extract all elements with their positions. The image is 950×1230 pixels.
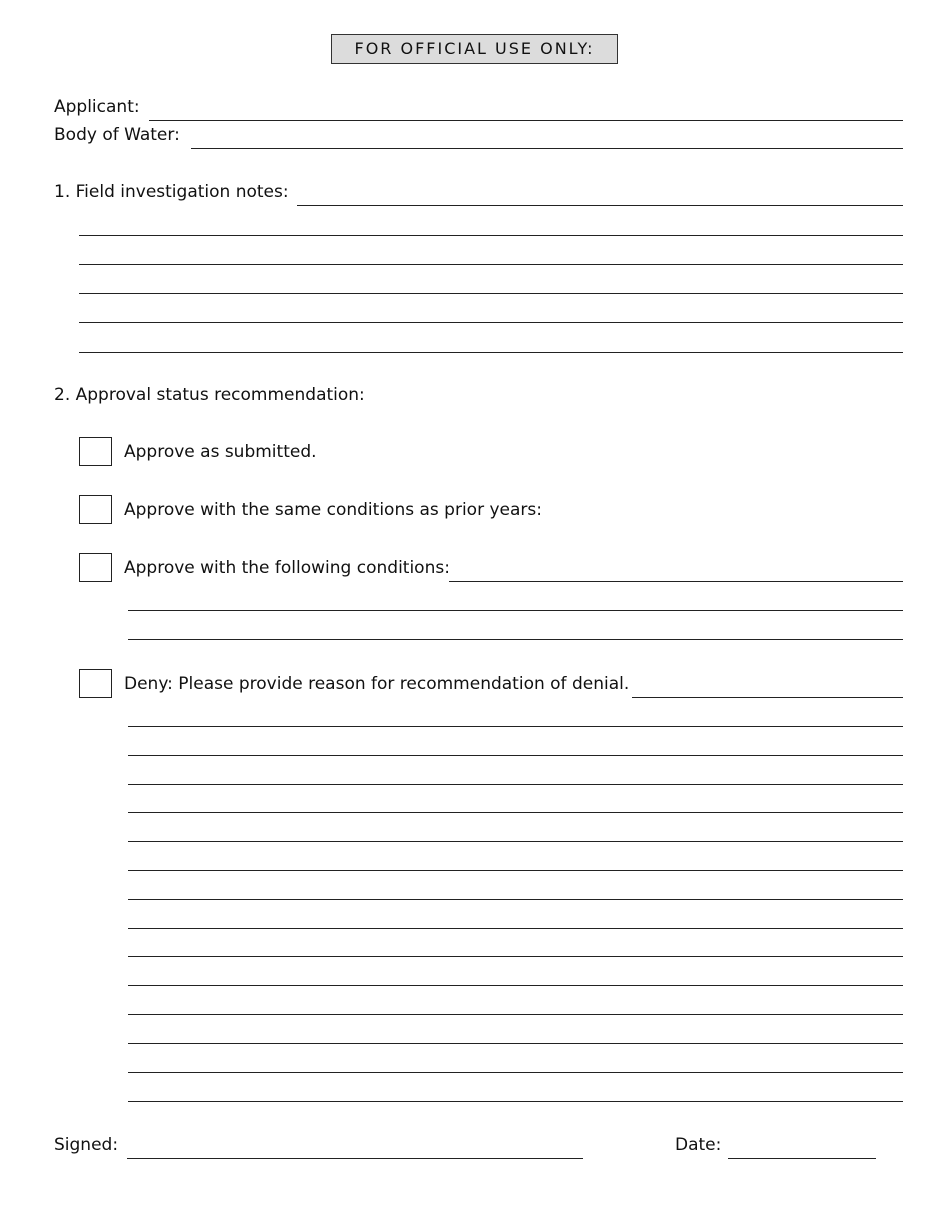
denial-reason-line[interactable] (128, 899, 903, 900)
conditions-line[interactable] (128, 610, 903, 611)
deny-checkbox[interactable] (79, 669, 112, 698)
approve-as-submitted-label: Approve as submitted. (124, 442, 317, 462)
approve-same-conditions-label: Approve with the same conditions as prior years: (124, 500, 542, 520)
denial-reason-line[interactable] (128, 928, 903, 929)
applicant-label: Applicant: (54, 97, 140, 117)
denial-reason-line[interactable] (128, 985, 903, 986)
field-notes-line[interactable] (79, 293, 903, 294)
denial-reason-line[interactable] (128, 1101, 903, 1102)
field-investigation-label: 1. Field investigation notes: (54, 182, 289, 202)
approve-following-conditions-checkbox[interactable] (79, 553, 112, 582)
denial-reason-line[interactable] (632, 697, 903, 698)
date-field[interactable] (728, 1158, 876, 1159)
denial-reason-line[interactable] (128, 755, 903, 756)
denial-reason-line[interactable] (128, 870, 903, 871)
denial-reason-line[interactable] (128, 841, 903, 842)
signed-label: Signed: (54, 1135, 119, 1155)
body-of-water-label: Body of Water: (54, 125, 180, 145)
signature-field[interactable] (127, 1158, 583, 1159)
denial-reason-line[interactable] (128, 812, 903, 813)
deny-label: Deny: Please provide reason for recommendation of denial. (124, 674, 630, 694)
approve-following-conditions-label: Approve with the following conditions: (124, 558, 450, 578)
conditions-line[interactable] (128, 639, 903, 640)
field-notes-line[interactable] (79, 352, 903, 353)
denial-reason-line[interactable] (128, 1043, 903, 1044)
denial-reason-line[interactable] (128, 784, 903, 785)
denial-reason-line[interactable] (128, 956, 903, 957)
denial-reason-line[interactable] (128, 1014, 903, 1015)
approval-status-label: 2. Approval status recommendation: (54, 385, 365, 405)
denial-reason-line[interactable] (128, 726, 903, 727)
approve-same-conditions-checkbox[interactable] (79, 495, 112, 524)
field-notes-line[interactable] (79, 235, 903, 236)
date-label: Date: (675, 1135, 722, 1155)
conditions-line[interactable] (449, 581, 903, 582)
field-notes-line[interactable] (297, 205, 903, 206)
field-notes-line[interactable] (79, 322, 903, 323)
denial-reason-line[interactable] (128, 1072, 903, 1073)
body-of-water-field[interactable] (191, 148, 903, 149)
approve-as-submitted-checkbox[interactable] (79, 437, 112, 466)
applicant-field[interactable] (149, 120, 903, 121)
field-notes-line[interactable] (79, 264, 903, 265)
official-use-header: FOR OFFICIAL USE ONLY: (331, 34, 618, 64)
